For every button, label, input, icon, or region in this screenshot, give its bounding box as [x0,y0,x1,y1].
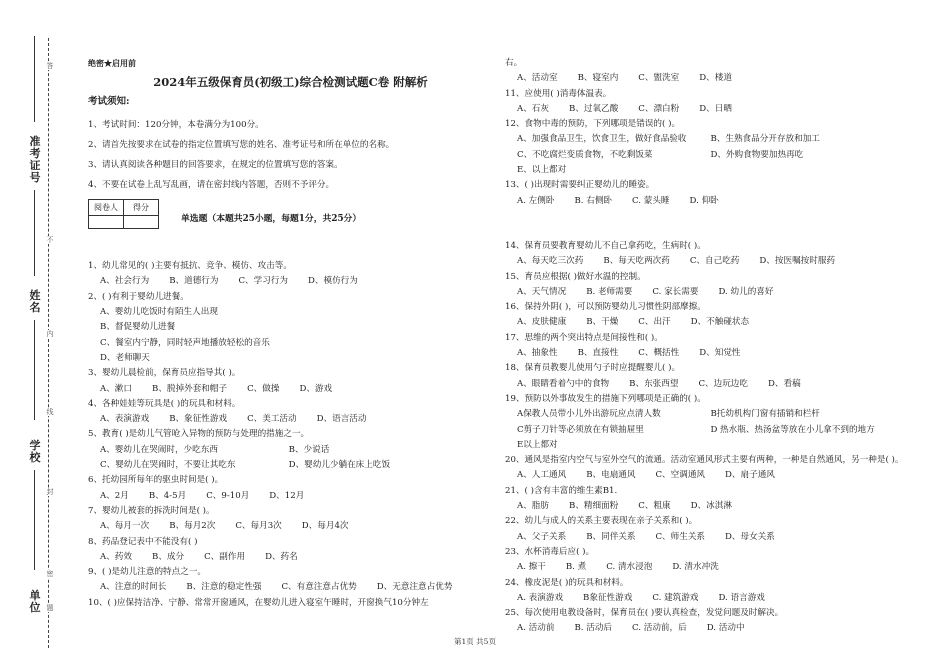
answer-option[interactable]: B、生熟食品分开存放和加工 [710,134,820,145]
option-list [505,530,920,545]
answer-option[interactable]: C、粗康 [638,501,671,512]
answer-option[interactable]: A. 表演游戏 [517,592,564,603]
question-text: 17、思维的两个突出特点是间接性和( )。 [505,332,663,343]
exam-title: 2024年五级保育员(初级工)综合检测试题C卷 附解析 [153,75,428,90]
answer-option[interactable]: B. 活动后 [574,623,613,634]
option-list [505,346,920,361]
question-text: 8、药品登记表中不能没有( ) [88,536,198,547]
answer-option[interactable]: A、皮肤健康 [517,317,567,328]
right-column [505,56,920,637]
answer-option[interactable]: A、活动室 [517,73,558,84]
question-text: 23、水杯消毒后应( )。 [505,546,595,557]
answer-option[interactable]: C、9-10月 [206,490,250,501]
notice-item: 4、不要在试卷上乱写乱画，请在密封线内答题，否则不予评分。 [88,179,335,190]
answer-option[interactable]: B、同伴关系 [586,531,636,542]
section-title: 单选题（本题共25小题，每题1分，共25分） [181,213,362,224]
cut-mark: 不 [46,236,54,244]
question-text: 2、( )有利于婴幼儿进餐。 [88,291,189,302]
question-text: 4、各种娃娃等玩具是( )的玩具和材料。 [88,398,241,409]
option-list [505,194,920,209]
answer-option[interactable]: C. 清水浸泡 [606,562,653,573]
unit-label: 单位 [29,589,41,614]
answer-option[interactable]: A、父子关系 [517,531,567,542]
answer-option[interactable]: C、餐室内宁静，同时轻声地播放轻松的音乐 [100,337,270,348]
answer-option[interactable]: C. 建筑游戏 [652,592,699,603]
answer-option[interactable]: D、药名 [265,551,298,562]
answer-option[interactable]: B、脱掉外套和帽子 [152,383,228,394]
answer-option[interactable]: A. 左侧卧 [517,195,555,206]
answer-option[interactable]: D、不触碰状态 [690,317,750,328]
answer-option[interactable]: C、有意注意占优势 [281,582,357,593]
answer-option[interactable]: D、母女关系 [725,531,775,542]
answer-option[interactable]: A、2月 [100,490,129,501]
option-list [88,443,493,474]
answer-option[interactable]: C、婴幼儿在哭闹时，不要让其吃东 [100,460,236,471]
cut-mark: 线 [46,408,54,416]
answer-option[interactable]: A、石灰 [517,103,549,114]
option-list [505,560,920,575]
option-list [505,499,920,514]
answer-option[interactable]: D. 仰卧 [689,195,719,206]
question-text: 6、托幼园所每年的驱虫时间是( )。 [88,475,224,486]
question-text: 5、教育( )是幼儿气管呛入异物的预防与处理的措施之一。 [88,429,310,440]
answer-option[interactable]: B、直接性 [577,348,619,359]
question-text: 15、育员应根据( )做好水温的控制。 [505,271,646,282]
answer-option[interactable]: B象征性游戏 [583,592,633,603]
answer-option[interactable]: A、漱口 [100,383,132,394]
option-list [505,468,920,483]
answer-option[interactable]: C剪子刀针等必须放在有锁抽屉里 [517,424,644,435]
answer-option[interactable]: C、自己吃药 [689,256,740,267]
option-list [88,519,493,534]
answer-option[interactable]: D. 幼儿的喜好 [718,286,774,297]
option-list [505,132,920,178]
seal-underline [34,190,35,276]
option-list [505,285,920,300]
answer-option[interactable]: D、无意注意占优势 [376,582,453,593]
answer-option[interactable]: E、以上都对 [517,165,567,176]
cut-mark: 密 [46,570,54,578]
answer-option[interactable]: C. 活动前，后 [632,623,687,634]
answer-option[interactable]: B、督促婴幼儿进餐 [100,322,176,333]
answer-option[interactable]: D、楼道 [699,73,732,84]
answer-option[interactable]: D、12月 [269,490,305,501]
question-text: 22、幼儿与成人的关系主要表现在亲子关系和( )。 [505,516,698,527]
answer-option[interactable]: A、表演游戏 [100,414,150,425]
question-text: 25、每次使用电教设备时，保育员在( )要认真检查，发觉问题及时解决。 [505,608,784,619]
answer-option[interactable]: C、做操 [247,383,280,394]
answer-option[interactable]: D、每月4次 [301,521,349,532]
answer-option[interactable]: C、边玩边吃 [698,378,748,389]
option-list [88,580,493,595]
answer-option[interactable]: C. 家长需要 [652,286,699,297]
answer-option[interactable]: B. 右侧卧 [574,195,613,206]
question-text: 14、保育员要教育婴幼儿不自己拿药吃，生病时( )。 [505,240,706,251]
question-text: 12、食物中毒的预防，下列哪项是错误的( )。 [505,119,681,130]
answer-option[interactable]: C、空调通风 [655,470,706,481]
option-list [505,407,920,453]
question-text: 7、婴幼儿被套的拆洗时间是( )。 [88,505,215,516]
question-text: 9、( )是幼儿注意的特点之一。 [88,567,207,578]
option-list [88,382,493,397]
answer-option[interactable]: D. 活动中 [706,623,745,634]
answer-option[interactable]: D、知觉性 [699,348,741,359]
question-text: 3、婴幼儿晨检前，保育员应指导其( )。 [88,368,241,379]
score-table [88,199,159,229]
answer-option[interactable]: E以上都对 [517,439,558,450]
answer-option[interactable]: D、老师聊天 [100,352,150,363]
answer-option[interactable]: B、电扇通风 [586,470,636,481]
answer-option[interactable]: A、每天吃三次药 [517,256,584,267]
answer-option[interactable]: D、按医嘱按时服药 [759,256,836,267]
answer-option[interactable]: B. 老师需要 [586,286,633,297]
left-column [88,56,493,611]
answer-option[interactable]: B、寝室内 [577,73,619,84]
question-text: 13、( )出现时需要纠正婴幼儿的睡姿。 [505,180,655,191]
question-text: 16、保持外阴( )，可以预防婴幼儿习惯性阴部摩擦。 [505,302,706,313]
answer-option[interactable]: A、脂肪 [517,501,549,512]
question-list [505,56,920,637]
answer-option[interactable]: B、精细面粉 [569,501,619,512]
notice-item: 1、考试时间：120分钟，本卷满分为100分。 [88,119,264,130]
option-list [505,102,920,117]
answer-option[interactable]: C、漂白粉 [638,103,680,114]
answer-option[interactable]: A、社会行为 [100,276,150,287]
answer-option[interactable]: C、盥洗室 [638,73,680,84]
option-list [505,315,920,330]
option-list [88,489,493,504]
question-text: 11、应使用( )消毒体温表。 [505,88,612,99]
answer-option[interactable]: A、药效 [100,551,132,562]
question-text: 24、橡皮泥是( )的玩具和材料。 [505,577,629,588]
answer-option[interactable]: D、看稿 [768,378,801,389]
answer-option[interactable]: B、道德行为 [169,276,219,287]
answer-option[interactable]: B、每月2次 [169,521,216,532]
notice-item: 2、请首先按要求在试卷的指定位置填写您的姓名、准考证号和所在单位的名称。 [88,139,395,150]
answer-option[interactable]: D、模仿行为 [308,276,358,287]
answer-option[interactable]: D、冰淇淋 [690,501,732,512]
answer-option[interactable]: C、出汗 [638,317,671,328]
option-list [505,254,920,269]
answer-option[interactable]: D、扇子通风 [725,470,775,481]
answer-option[interactable]: D、婴幼儿少躺在床上吃饭 [288,460,391,471]
notice-heading: 考试须知: [88,95,130,107]
answer-option[interactable]: B、4-5月 [148,490,187,501]
answer-option[interactable]: D、游戏 [299,383,333,394]
answer-option[interactable]: A. 活动前 [517,623,555,634]
answer-option[interactable]: B、少说话 [288,444,330,455]
question-text: 右。 [505,58,523,68]
school-label: 学校 [29,439,41,464]
answer-option[interactable]: C、美工活动 [247,414,297,425]
cut-mark: 答 [46,62,54,70]
option-list [88,274,493,289]
seal-line [48,38,49,648]
option-list [505,71,920,86]
option-list [505,591,920,606]
answer-option[interactable]: B、注意的稳定性强 [186,582,262,593]
answer-option[interactable]: D、语言活动 [316,414,367,425]
answer-option[interactable]: A、加强食品卫生，饮食卫生，做好食品验收 [517,134,687,145]
score-cell: 得分 [124,199,159,215]
answer-option[interactable]: A保教人员带小儿外出游玩应点清人数 [517,409,661,420]
answer-option[interactable]: A、眼睛看着勺中的食物 [517,378,610,389]
answer-option[interactable]: D 热水瓶、热汤盆等放在小儿拿不到的地方 [710,424,875,435]
answer-option[interactable]: A、婴幼儿在哭闹时，少吃东西 [100,444,218,455]
answer-option[interactable]: B、东张西望 [629,378,679,389]
confidential-mark: 绝密★启用前 [88,58,136,68]
answer-option[interactable]: A、每月一次 [100,521,150,532]
grader-cell: 阅卷人 [89,199,124,215]
answer-option[interactable]: B、象征性游戏 [169,414,228,425]
option-list [88,305,493,366]
score-blank[interactable] [124,216,159,229]
exam-number-label: 准考证号 [29,135,41,184]
answer-option[interactable]: D. 语言游戏 [718,592,765,603]
question-text: 1、幼儿常见的( )主要有抵抗、竞争、模仿、攻击等。 [88,261,292,272]
answer-option[interactable]: B、每天吃两次药 [603,256,670,267]
answer-option[interactable]: A、抽象性 [517,348,558,359]
answer-option[interactable]: C、不吃腐烂变质食物，不吃剩饭菜 [517,149,653,160]
answer-option[interactable]: B、干燥 [586,317,619,328]
answer-option[interactable]: A. 擦干 [517,562,546,573]
seal-underline [34,320,35,420]
grader-blank[interactable] [89,216,124,229]
cut-mark: 题 [46,604,54,612]
question-text: 19、预防以外事故发生的措施下列哪项是正确的( )。 [505,393,706,404]
notice-item: 3、请认真阅读各种题目的回答要求，在规定的位置填写您的答案。 [88,159,343,170]
answer-option[interactable]: B、过氧乙酸 [569,103,619,114]
answer-option[interactable]: A、注意的时间长 [100,582,167,593]
question-text: 21、( )含有丰富的维生素B1. [505,485,618,496]
answer-option[interactable]: A、婴幼儿吃饭时有陌生人出现 [100,307,218,318]
answer-option[interactable]: D. 清水冲洗 [672,562,719,573]
option-list [505,377,920,392]
answer-option[interactable]: C、学习行为 [238,276,289,287]
cut-mark: 封 [46,488,54,496]
option-list [88,412,493,427]
cut-mark: 内 [46,330,54,338]
answer-option[interactable]: B. 煮 [565,562,587,573]
answer-option[interactable]: D、日晒 [699,103,732,114]
answer-option[interactable]: C、副作用 [204,551,246,562]
question-text: 18、保育员教婴儿使用勺子时应提醒婴儿( )。 [505,363,681,374]
answer-option[interactable]: C、每月3次 [235,521,282,532]
name-label: 姓名 [29,289,41,314]
option-list [88,550,493,565]
seal-underline [34,470,35,570]
answer-option[interactable]: C、概括性 [638,348,680,359]
answer-option[interactable]: D、外购食物要加热再吃 [710,149,804,160]
answer-option[interactable]: A、天气情况 [517,286,567,297]
answer-option[interactable]: C. 蒙头睡 [632,195,670,206]
seal-underline [34,36,35,122]
answer-option[interactable]: C、师生关系 [655,531,706,542]
question-list [88,259,493,611]
option-list [505,621,920,636]
question-text: 20、通风是指室内空气与室外空气的流通。活动室通风形式主要有两种，一种是自然通风，另一种是( )。 [505,455,904,466]
page-footer: 第1页 共5页 [454,637,496,646]
question-text: 10、( )应保持洁净、宁静、常常开窗通风，在婴幼儿进入寝室午睡时，开窗换气10分钟左 [88,597,429,608]
answer-option[interactable]: B、成分 [152,551,185,562]
answer-option[interactable]: B托幼机构门窗有插销和栏杆 [710,409,820,420]
answer-option[interactable]: A、人工通风 [517,470,567,481]
